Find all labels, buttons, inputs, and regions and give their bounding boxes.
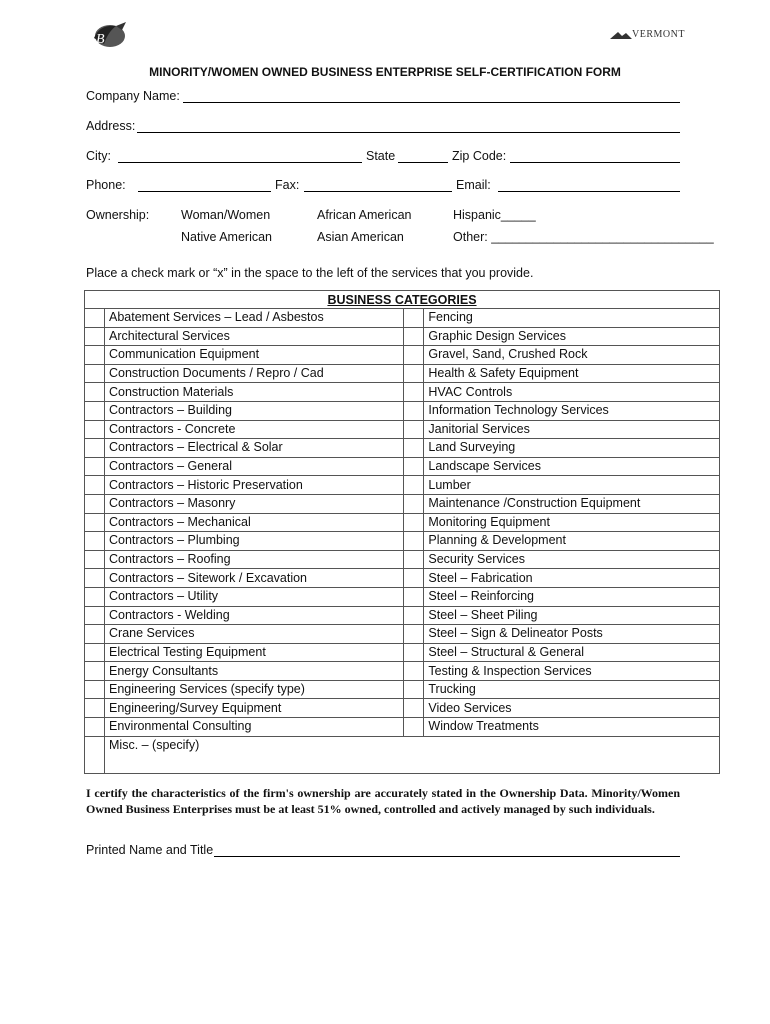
checkbox-cell-right[interactable]: [404, 457, 424, 476]
checkbox-cell-left[interactable]: [85, 587, 105, 606]
city-field[interactable]: [118, 162, 362, 163]
table-row: [85, 420, 720, 439]
checkbox-cell-right[interactable]: [404, 420, 424, 439]
table-row: [85, 401, 720, 420]
checkbox-cell-right[interactable]: [404, 550, 424, 569]
table-row: [85, 699, 720, 718]
checkbox-cell-left[interactable]: [85, 364, 105, 383]
ownership-label: Ownership:: [86, 208, 150, 222]
zip-label: Zip Code:: [452, 149, 507, 163]
zip-field[interactable]: [510, 162, 680, 163]
checkbox-cell-right[interactable]: [404, 439, 424, 458]
table-row: [85, 327, 720, 346]
email-label: Email:: [456, 178, 491, 192]
category-label-left: Environmental Consulting: [105, 718, 404, 737]
category-label-left: Crane Services: [105, 625, 404, 644]
state-label: State: [366, 149, 396, 163]
category-label-left: Electrical Testing Equipment: [105, 643, 404, 662]
category-label-right: Video Services: [424, 699, 720, 718]
category-label-left: Architectural Services: [105, 327, 404, 346]
table-row: [85, 532, 720, 551]
business-categories-table: [84, 290, 720, 774]
city-label: City:: [86, 149, 111, 163]
table-row: [85, 346, 720, 365]
ownership-option-asian-american[interactable]: Asian American: [317, 230, 404, 244]
table-row: [85, 364, 720, 383]
checkbox-cell-left[interactable]: [85, 476, 105, 495]
category-label-right: Planning & Development: [424, 532, 720, 551]
ownership-option-woman[interactable]: Woman/Women: [181, 208, 271, 222]
checkbox-cell-right[interactable]: [404, 643, 424, 662]
checkbox-cell-right[interactable]: [404, 606, 424, 625]
category-label-right: Steel – Sign & Delineator Posts: [424, 625, 720, 644]
checkbox-cell-right[interactable]: [404, 327, 424, 346]
category-label-left: Contractors – Plumbing: [105, 532, 404, 551]
checkbox-cell-left[interactable]: [85, 494, 105, 513]
certification-statement: I certify the characteristics of the firm's ownership are accurately stated in the Ownership Data. Minority/Women Owned Business Enterprises must be at least 51% owned, controlled and actively managed by such individuals.: [86, 786, 680, 816]
table-row: [85, 625, 720, 644]
category-label-right: Steel – Fabrication: [424, 569, 720, 588]
ownership-option-other[interactable]: Other: ________________________________: [453, 230, 714, 244]
table-row: [85, 476, 720, 495]
category-label-left: Contractors – General: [105, 457, 404, 476]
checkbox-cell-left[interactable]: [85, 680, 105, 699]
category-label-left: Engineering Services (specify type): [105, 680, 404, 699]
checkbox-cell-left[interactable]: [85, 439, 105, 458]
table-row: [85, 662, 720, 681]
table-row: [85, 643, 720, 662]
category-label-left: Contractors – Building: [105, 401, 404, 420]
table-row: [85, 606, 720, 625]
category-label-left: Engineering/Survey Equipment: [105, 699, 404, 718]
category-label-left: Construction Documents / Repro / Cad: [105, 364, 404, 383]
checkbox-cell-left[interactable]: [85, 718, 105, 737]
checkbox-cell-left[interactable]: [85, 420, 105, 439]
category-label-left: Contractors – Roofing: [105, 550, 404, 569]
mountain-icon: [610, 30, 632, 40]
email-field[interactable]: [498, 191, 680, 192]
table-row: [85, 587, 720, 606]
category-label-right: Lumber: [424, 476, 720, 495]
checkbox-cell-left[interactable]: [85, 401, 105, 420]
instruction-text: Place a check mark or “x” in the space to the left of the services that you provide.: [86, 266, 534, 280]
state-field[interactable]: [398, 162, 448, 163]
category-label-left: Construction Materials: [105, 383, 404, 402]
category-label-right: Steel – Structural & General: [424, 643, 720, 662]
company-name-label: Company Name:: [86, 89, 180, 103]
ownership-option-african-american[interactable]: African American: [317, 208, 412, 222]
category-label-right: Information Technology Services: [424, 401, 720, 420]
checkbox-cell-left[interactable]: [85, 532, 105, 551]
checkbox-cell-right[interactable]: [404, 476, 424, 495]
category-label-right: Testing & Inspection Services: [424, 662, 720, 681]
category-label-right: Security Services: [424, 550, 720, 569]
checkbox-cell-right[interactable]: [404, 401, 424, 420]
category-label-left: Energy Consultants: [105, 662, 404, 681]
checkbox-cell-left[interactable]: [85, 383, 105, 402]
category-label-left: Contractors - Concrete: [105, 420, 404, 439]
category-label-right: Steel – Sheet Piling: [424, 606, 720, 625]
checkbox-cell-left[interactable]: [85, 699, 105, 718]
category-label-left: Contractors – Masonry: [105, 494, 404, 513]
svg-text:B: B: [96, 32, 105, 47]
phone-field[interactable]: [138, 191, 271, 192]
category-label-left: Contractors – Sitework / Excavation: [105, 569, 404, 588]
category-label-left: Abatement Services – Lead / Asbestos: [105, 309, 404, 328]
checkbox-cell-right[interactable]: [404, 346, 424, 365]
checkbox-cell-left[interactable]: [85, 550, 105, 569]
checkbox-cell-left[interactable]: [85, 346, 105, 365]
category-label-right: Janitorial Services: [424, 420, 720, 439]
checkbox-cell-left[interactable]: [85, 569, 105, 588]
category-label-right: Window Treatments: [424, 718, 720, 737]
category-label-left: Contractors – Utility: [105, 587, 404, 606]
address-label: Address:: [86, 119, 136, 133]
checkbox-cell-left[interactable]: [85, 606, 105, 625]
company-name-field[interactable]: [183, 102, 680, 103]
table-row: [85, 457, 720, 476]
table-row: [85, 550, 720, 569]
checkbox-cell-left[interactable]: [85, 662, 105, 681]
checkbox-cell-left[interactable]: [85, 327, 105, 346]
categories-header: BUSINESS CATEGORIES: [85, 291, 720, 309]
table-row: [85, 680, 720, 699]
checkbox-cell-right[interactable]: [404, 513, 424, 532]
checkbox-cell-right[interactable]: [404, 680, 424, 699]
category-label-left: Contractors - Welding: [105, 606, 404, 625]
checkbox-cell-left[interactable]: [85, 457, 105, 476]
bird-logo-icon: [86, 18, 130, 52]
address-field[interactable]: [137, 132, 680, 133]
category-label-misc[interactable]: Misc. – (specify): [105, 736, 720, 773]
checkbox-cell-right[interactable]: [404, 383, 424, 402]
category-label-right: Trucking: [424, 680, 720, 699]
checkbox-cell-right[interactable]: [404, 532, 424, 551]
category-label-right: Health & Safety Equipment: [424, 364, 720, 383]
category-label-right: Fencing: [424, 309, 720, 328]
fax-field[interactable]: [304, 191, 452, 192]
table-row: [85, 718, 720, 737]
table-row: [85, 309, 720, 328]
table-row: [85, 569, 720, 588]
category-label-right: Monitoring Equipment: [424, 513, 720, 532]
category-label-right: Landscape Services: [424, 457, 720, 476]
checkbox-cell-right[interactable]: [404, 494, 424, 513]
printed-name-label: Printed Name and Title: [86, 843, 214, 857]
checkbox-cell-left[interactable]: [85, 513, 105, 532]
category-label-left: Contractors – Mechanical: [105, 513, 404, 532]
checkbox-cell-right[interactable]: [404, 625, 424, 644]
category-label-right: Gravel, Sand, Crushed Rock: [424, 346, 720, 365]
checkbox-cell-right[interactable]: [404, 587, 424, 606]
checkbox-cell-left[interactable]: [85, 309, 105, 328]
checkbox-cell-right[interactable]: [404, 364, 424, 383]
category-label-right: HVAC Controls: [424, 383, 720, 402]
table-row: [85, 736, 720, 773]
table-row: [85, 494, 720, 513]
printed-name-field[interactable]: [214, 856, 680, 857]
checkbox-cell-right[interactable]: [404, 662, 424, 681]
category-label-left: Communication Equipment: [105, 346, 404, 365]
checkbox-cell-left[interactable]: [85, 625, 105, 644]
category-label-left: Contractors – Historic Preservation: [105, 476, 404, 495]
vermont-wordmark: VERMONT: [632, 29, 685, 40]
checkbox-cell-right[interactable]: [404, 309, 424, 328]
category-label-right: Steel – Reinforcing: [424, 587, 720, 606]
ownership-option-hispanic[interactable]: Hispanic_____: [453, 208, 536, 222]
form-title: MINORITY/WOMEN OWNED BUSINESS ENTERPRISE SELF-CERTIFICATION FORM: [149, 65, 621, 79]
checkbox-cell-right[interactable]: [404, 718, 424, 737]
table-row: [85, 383, 720, 402]
category-label-right: Graphic Design Services: [424, 327, 720, 346]
category-label-right: Land Surveying: [424, 439, 720, 458]
category-label-left: Contractors – Electrical & Solar: [105, 439, 404, 458]
phone-label: Phone:: [86, 178, 126, 192]
table-row: [85, 513, 720, 532]
vermont-logo: [610, 29, 685, 43]
checkbox-cell-right[interactable]: [404, 569, 424, 588]
ownership-option-native-american[interactable]: Native American: [181, 230, 273, 244]
category-label-right: Maintenance /Construction Equipment: [424, 494, 720, 513]
fax-label: Fax:: [275, 178, 300, 192]
checkbox-cell-misc[interactable]: [85, 736, 105, 773]
checkbox-cell-left[interactable]: [85, 643, 105, 662]
table-row: [85, 439, 720, 458]
checkbox-cell-right[interactable]: [404, 699, 424, 718]
